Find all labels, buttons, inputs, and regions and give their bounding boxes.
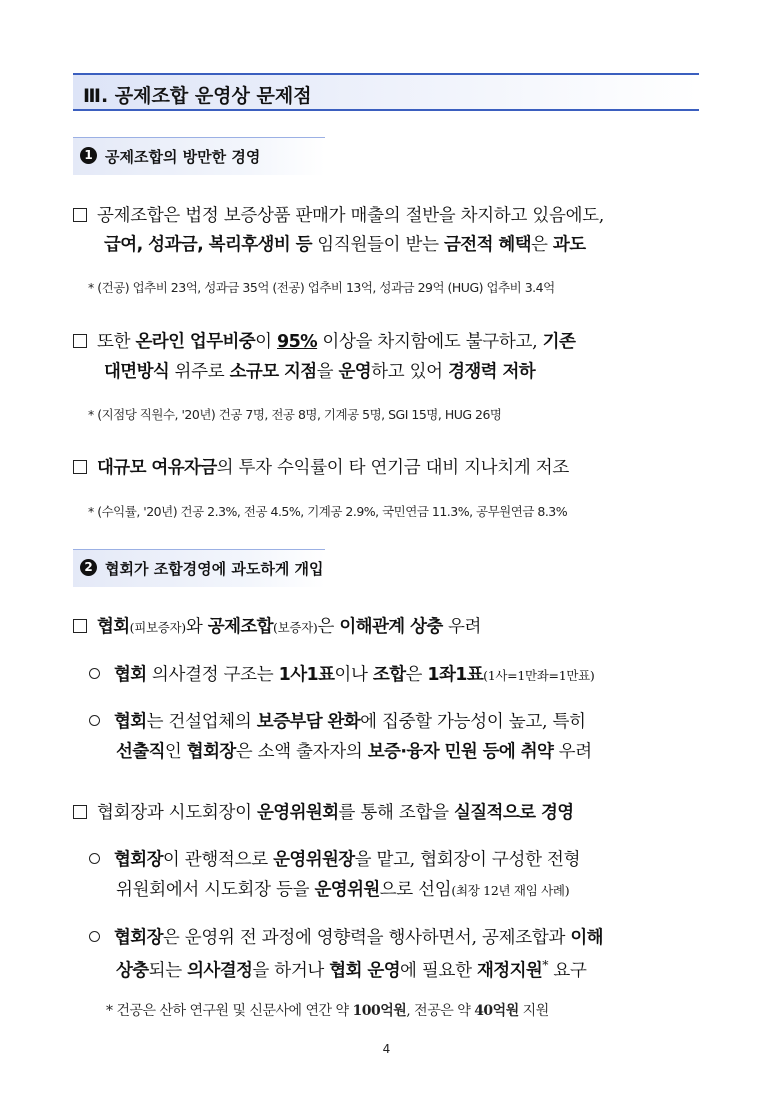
paragraph-4-line-1: 협회(피보증자)와 공제조합(보증자)은 이해관계 상충 우려 [73, 619, 713, 637]
paragraph-5-bullet-1-line-1: 협회장이 관행적으로 운영위원장을 맡고, 협회장이 구성한 전형 [73, 852, 713, 870]
subsection-heading-2 [73, 549, 325, 587]
paragraph-5-bullet-1-line-2: 위원회에서 시도회장 등을 운영위원으로 선임(최장 12년 재임 사례) [116, 880, 570, 900]
footnote-2: * (지점당 직원수, '20년) 건공 7명, 전공 8명, 기계공 5명, SGI 15명, HUG 26명 [88, 407, 502, 422]
paragraph-1-line-1: 공제조합은 법정 보증상품 판매가 매출의 절반을 차지하고 있음에도, [73, 208, 713, 226]
circle-bullet [89, 715, 100, 726]
subsection-title-2: 협회가 조합경영에 과도하게 개입 [105, 560, 324, 578]
subsection-heading-1 [73, 137, 325, 175]
paragraph-4-bullet-2-line-1: 협회는 건설업체의 보증부담 완화에 집중할 가능성이 높고, 특히 [73, 714, 713, 732]
paragraph-5-bullet-2-line-2: 상충되는 의사결정을 하거나 협회 운영에 필요한 재정지원* 요구 [116, 957, 587, 981]
footnote-3: * (수익률, '20년) 건공 2.3%, 전공 4.5%, 기계공 2.9%, 국민연금 11.3%, 공무원연금 8.3% [88, 504, 568, 519]
circle-bullet [89, 931, 100, 942]
paragraph-3-line-1: 대규모 여유자금의 투자 수익률이 타 연기금 대비 지나치게 저조 [73, 460, 713, 478]
paragraph-2-line-1: 또한 온라인 업무비중이 95% 이상을 차지함에도 불구하고, 기존 [73, 334, 713, 352]
subsection-number-1: 1 [80, 147, 97, 164]
circle-bullet [89, 668, 100, 679]
checkbox-bullet [73, 805, 87, 819]
subsection-number-2: 2 [80, 559, 97, 576]
checkbox-bullet [73, 208, 87, 222]
paragraph-5-bullet-2-line-1: 협회장은 운영위 전 과정에 영향력을 행사하면서, 공제조합과 이해 [73, 930, 713, 948]
paragraph-4-bullet-2-line-2: 선출직인 협회장은 소액 출자자의 보증·융자 민원 등에 취약 우려 [116, 742, 592, 762]
checkbox-bullet [73, 619, 87, 633]
footnote-1: * (건공) 업추비 23억, 성과금 35억 (전공) 업추비 13억, 성과금 29억 (HUG) 업추비 3.4억 [88, 280, 555, 295]
section-title: Ⅲ. 공제조합 운영상 문제점 [83, 85, 312, 107]
section-heading [73, 73, 699, 111]
subsection-title-1: 공제조합의 방만한 경영 [105, 148, 261, 166]
checkbox-bullet [73, 334, 87, 348]
page-number: 4 [382, 1042, 391, 1056]
footnote-5: * 건공은 산하 연구원 및 신문사에 연간 약 100억원, 전공은 약 40억원 지원 [106, 1003, 549, 1019]
checkbox-bullet [73, 460, 87, 474]
paragraph-4-bullet-1: 협회 의사결정 구조는 1사1표이나 조합은 1좌1표(1사=1만좌=1만표) [73, 667, 713, 685]
circle-bullet [89, 853, 100, 864]
paragraph-2-line-2: 대면방식 위주로 소규모 지점을 운영하고 있어 경쟁력 저하 [104, 362, 536, 382]
paragraph-1-line-2: 급여, 성과금, 복리후생비 등 임직원들이 받는 금전적 혜택은 과도 [104, 235, 586, 255]
paragraph-5-line-1: 협회장과 시도회장이 운영위원회를 통해 조합을 실질적으로 경영 [73, 805, 713, 823]
